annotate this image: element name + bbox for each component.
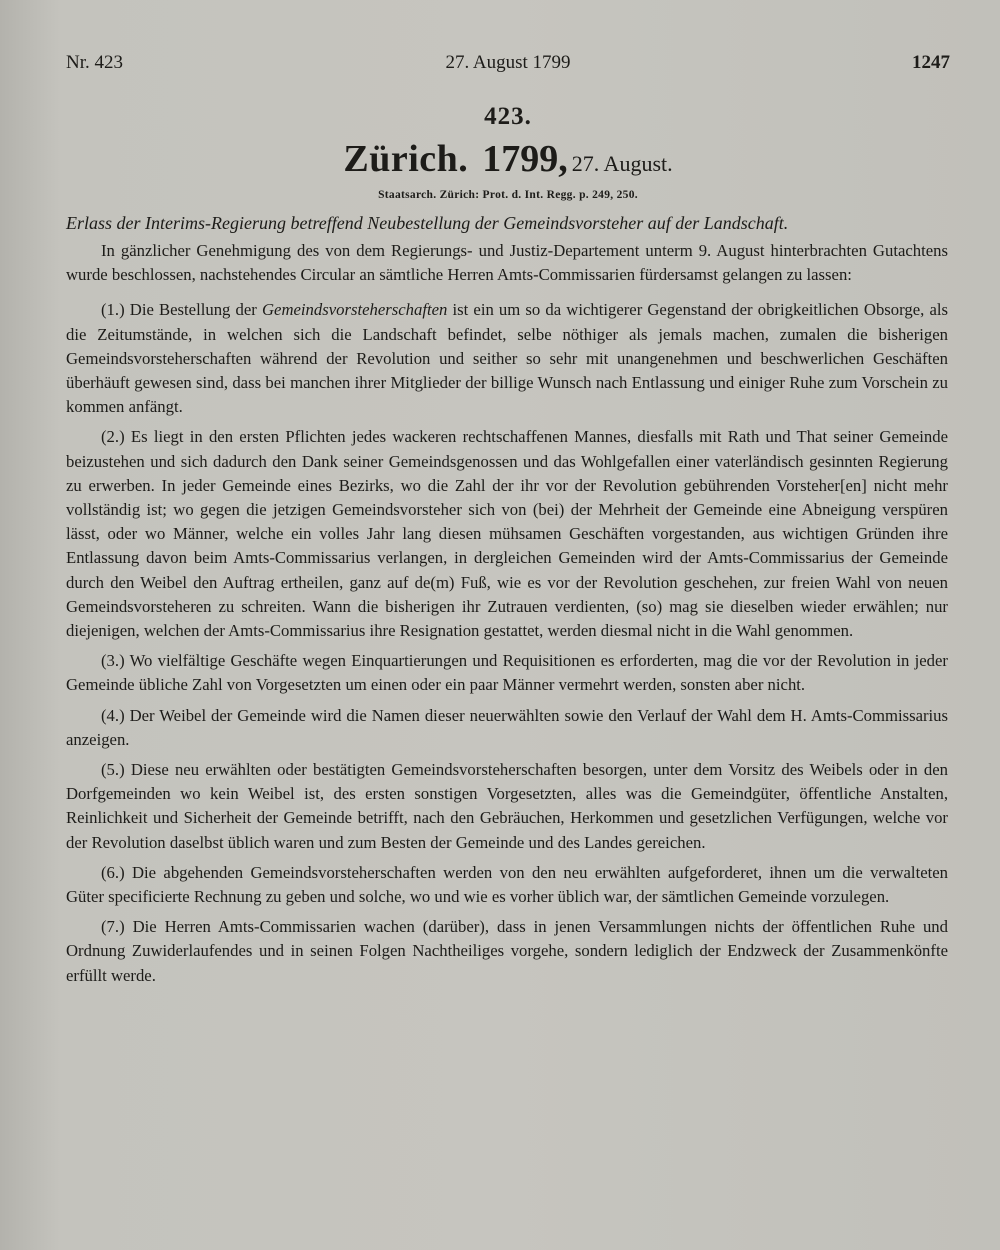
- header-date: 27. August 1799: [445, 52, 571, 73]
- paragraph-4: [66, 704, 948, 752]
- paragraph-text: Diese neu erwählten oder bestätigten Gemeindsvorsteherschaften besorgen, unter dem Vorsitz des Weibels oder in den Dorfgemeinden wo kein Weibel ist, des ersten sonstigen Vorgesetzten, alles was die Gemeindgüter, öffentliche Anstalten, Reinlichkeit und Sicherheit der Gemeinde betrifft, nach den Gebräuchen, Herkommen und gesetzlichen Verfügungen, welche vor der Revolution daselbst üblich waren und zum Besten der Gemeinde und des Landes gereichen.: [66, 760, 949, 852]
- paragraph-text: Der Weibel der Gemeinde wird die Namen dieser neuerwählten sowie den Verlauf der Wahl dem H. Amts-Commissarius anzeigen.: [66, 705, 949, 749]
- paragraph-6: [66, 861, 948, 909]
- paragraph-7: [66, 915, 948, 988]
- document-title: Erlass der Interims-Regierung betreffend Neubestellung der Gemeindsvorsteher auf der Landschaft.: [66, 213, 789, 233]
- document-body: [66, 208, 948, 994]
- paragraph-text: Wo vielfältige Geschäfte wegen Einquartierungen und Requisitionen es erforderten, mag die vor der Revolution in jeder Gemeinde übliche Zahl von Vorgesetzten um einen oder ein paar Männer vermehrt werden, sonsten aber nicht.: [66, 651, 948, 695]
- paragraph-text: Die abgehenden Gemeindsvorsteherschaften werden von den neu erwählten aufgeforderet, ihnen um die verwalteten Güter specificierte Rechnung zu geben und solche, wo und wie es vorher üblich war, der sämtlichen Gemeinde vorzulegen.: [66, 862, 948, 907]
- paragraph-1: [66, 298, 948, 419]
- paragraph-2: [66, 425, 948, 643]
- page-number: 1247: [912, 52, 950, 73]
- document-number: 423.: [484, 103, 532, 130]
- paragraph-3: [66, 649, 948, 697]
- emphasized-term: Gemeindsvorsteherschaften: [261, 300, 448, 320]
- paragraph-number: (3.): [101, 651, 125, 671]
- source-citation: Staatsarch. Zürich: Prot. d. Int. Regg. p. 249, 250.: [378, 189, 638, 201]
- intro-paragraph: In gänzlicher Genehmigung des von dem Regierungs- und Justiz-Departement unterm 9. August hinterbrachten Gutachtens wurde beschlossen, nachstehendes Circular an sämtliche Herren Amts-Commissarien fürdersamst gelangen zu lassen:: [66, 241, 948, 285]
- running-header: [66, 52, 950, 80]
- paragraph-5: [66, 758, 948, 855]
- paragraph-number: (7.): [101, 917, 125, 937]
- paragraph-number: (1.): [101, 300, 125, 320]
- paragraph-number: (5.): [101, 760, 125, 780]
- dateline: [66, 137, 950, 181]
- dateline-date: 27. August.: [571, 151, 673, 176]
- paragraph-text: Die Bestellung der: [129, 300, 257, 320]
- header-document-number: Nr. 423: [66, 52, 123, 73]
- dateline-year: 1799,: [482, 138, 568, 180]
- dateline-place: Zürich.: [343, 138, 469, 180]
- paragraph-number: (4.): [101, 705, 125, 725]
- paragraph-number: (6.): [101, 862, 125, 882]
- paragraph-text: Die Herren Amts-Commissarien wachen (darüber), dass in jenen Versammlungen nichts der öffentlichen Ruhe und Ordnung Zuwiderlaufendes und in seinen Folgen Nachtheiliges vorgehe, sondern lediglich der Endzweck der Zusammenkönfte erfüllt werde.: [66, 917, 948, 985]
- paragraph-text: ist ein um so da wichtigerer Gegenstand der obrigkeitlichen Obsorge, als die Zeitumstände, in welchen sich die Landschaft befindet, selbe nöthiger als jemals machen, zumalen die bisherigen Gemeindsvorsteherschaften während der Revolution und seither so sehr mit unangenehmen und beschwerlichen Geschäften überhäuft gewesen sind, dass bei manchen ihrer Mitglieder der billige Wunsch nach Entlassung und einiger Ruhe zum Vorschein zu kommen anfängt.: [66, 300, 948, 417]
- paragraph-number: (2.): [101, 427, 125, 447]
- paragraph-text: Es liegt in den ersten Pflichten jedes wackeren rechtschaffenen Mannes, diesfalls mit Rath und That seiner Gemeinde beizustehen und sich dadurch den Dank seiner Gemeindsgenossen und das Wohlgefallen einer vaterländisch gesinnten Regierung zu erwerben. In jeder Gemeinde eines Bezirks, wo die Zahl der ihr vor der Revolution gebührenden Vorsteher[en] nicht mehr vollständig ist; wo gegen die jetzigen Gemeindsvorsteher sich von (bei) der Mehrheit der Gemeinde eine Abneigung verspüren lässt, oder wo Männer, welche ein volles Jahr lang diesen mühsamen Geschäften vorgestanden, aus wichtigen Gründen ihre Entlassung davon beim Amts-Commissarius verlangen, in dergleichen Gemeinden wird der Amts-Commissarius der Gemeinde durch den Weibel den Auftrag ertheilen, ganz auf de(m) Fuß, wie es vor der Revolution geschehen, zur freien Wahl von neuen Gemeindsvorsteheren zu schreiten. Wann die bisherigen ihr Zutrauen verdienten, (so) mag sie dieselben wieder erwählen; nur diejenigen, welchen der Amts-Commissarius ihre Resignation gestattet, werden diesmal nicht in die Wahl genommen.: [66, 427, 949, 641]
